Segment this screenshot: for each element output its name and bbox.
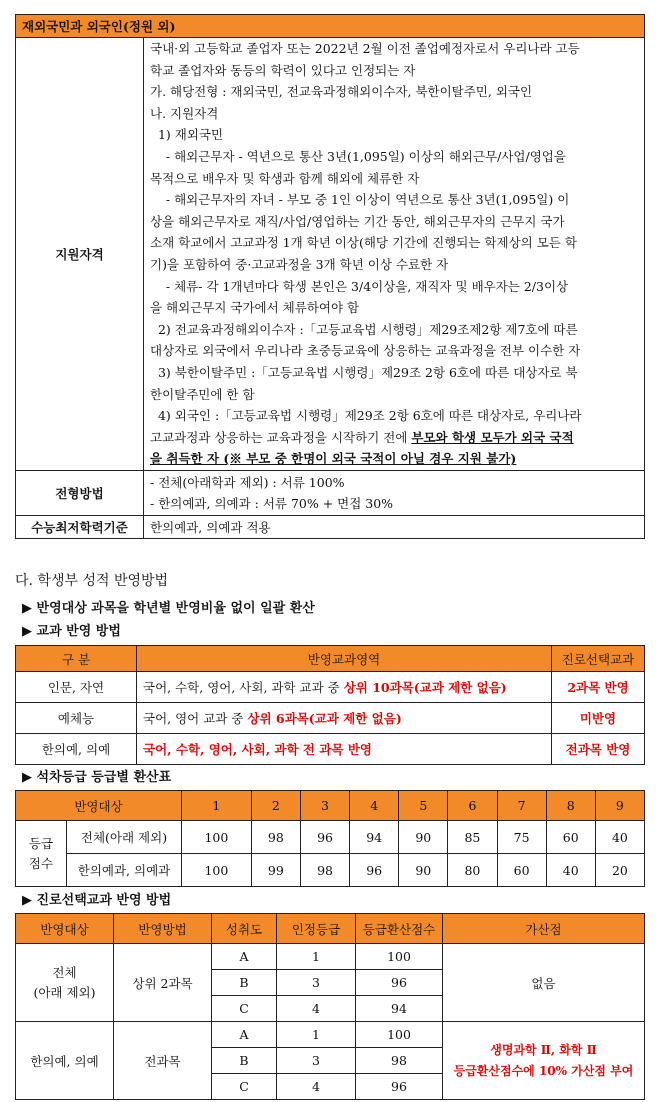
achievement-cell: C bbox=[212, 996, 277, 1022]
score-cell: 40 bbox=[546, 854, 595, 887]
qualification-line: 상을 해외근무자로 재직/사업/영업하는 기간 동안, 해외근무자의 근무지 국가 bbox=[150, 213, 565, 229]
score-cell: 96 bbox=[356, 970, 443, 996]
score-cell: 94 bbox=[350, 821, 399, 854]
career-cell: 전과목 반영 bbox=[552, 734, 645, 765]
achievement-cell: A bbox=[212, 1022, 277, 1048]
category-cell: 예체능 bbox=[16, 703, 137, 734]
side-label-line: 등급 bbox=[28, 835, 54, 851]
qualification-line: 1) 재외국민 bbox=[150, 127, 224, 143]
column-header: 반영교과영역 bbox=[137, 646, 552, 672]
subject-cell bbox=[137, 703, 552, 734]
admission-qualification-table bbox=[15, 14, 645, 539]
qualification-emphasis-final: 을 취득한 자 (※ 부모 중 한명이 외국 국적이 아닐 경우 지원 불가) bbox=[150, 451, 517, 467]
subject-highlight: 상위 6과목(교과 제한 없음) bbox=[247, 711, 402, 726]
score-cell: 60 bbox=[546, 821, 595, 854]
bonus-cell bbox=[443, 1022, 645, 1100]
score-cell: 100 bbox=[182, 854, 252, 887]
score-cell: 96 bbox=[356, 1074, 443, 1100]
grade-cell: 3 bbox=[277, 970, 356, 996]
side-label-line: 점수 bbox=[28, 855, 54, 871]
achievement-cell: B bbox=[212, 970, 277, 996]
column-header: 반영방법 bbox=[114, 914, 212, 944]
achievement-cell: A bbox=[212, 944, 277, 970]
score-cell: 75 bbox=[497, 821, 546, 854]
subject-text: 국어, 영어 교과 중 bbox=[143, 711, 248, 726]
column-header: 진로선택교과 bbox=[552, 646, 645, 672]
grade-cell: 4 bbox=[277, 996, 356, 1022]
achievement-cell: C bbox=[212, 1074, 277, 1100]
category-cell: 한의예, 의예 bbox=[16, 734, 137, 765]
grade-cell: 1 bbox=[277, 1022, 356, 1048]
score-cell: 98 bbox=[251, 821, 300, 854]
method-cell: 전과목 bbox=[114, 1022, 212, 1100]
table-row bbox=[16, 1022, 645, 1048]
method-line: - 한의예과, 의예과 : 서류 70% + 면접 30% bbox=[150, 495, 394, 511]
qualification-line: - 해외근무자의 자녀 - 부모 중 1인 이상이 역년으로 통산 3년(1,095일) 이 bbox=[150, 192, 570, 208]
bonus-line: 생명과학 Ⅱ, 화학 Ⅱ bbox=[490, 1042, 597, 1057]
column-header: 가산점 bbox=[443, 914, 645, 944]
qualification-line: - 해외근무자 - 역년으로 통산 3년(1,095일) 이상의 해외근무/사업/영업을 bbox=[150, 148, 566, 164]
bullet-item: ▶ 반영대상 과목을 학년별 반영비율 없이 일괄 환산 bbox=[22, 601, 315, 616]
grade-header: 1 bbox=[182, 791, 252, 821]
subject-cell bbox=[137, 672, 552, 703]
score-cell: 98 bbox=[300, 854, 349, 887]
column-header: 등급환산점수 bbox=[356, 914, 443, 944]
grade-cell: 1 bbox=[277, 944, 356, 970]
qualification-line: 국내·외 고등학교 졸업자 또는 2022년 2월 이전 졸업예정자로서 우리나라 고등 bbox=[150, 41, 580, 56]
grade-header: 4 bbox=[350, 791, 399, 821]
table-row bbox=[16, 734, 645, 765]
qualification-content bbox=[144, 38, 645, 471]
career-cell: 미반영 bbox=[552, 703, 645, 734]
bonus-line: 없음 bbox=[531, 975, 556, 991]
column-header: 반영대상 bbox=[16, 791, 182, 821]
score-cell: 85 bbox=[448, 821, 497, 854]
column-header: 성취도 bbox=[212, 914, 277, 944]
score-cell: 100 bbox=[182, 821, 252, 854]
qualification-line: 3) 북한이탈주민 :「고등교육법 시행령」제29조 2항 6호에 따른 대상자로 북 bbox=[150, 364, 578, 380]
subject-reflection-table bbox=[15, 645, 645, 765]
qualification-line: 기)을 포함하여 중·고교과정을 3개 학년 이상 수료한 자 bbox=[150, 256, 449, 272]
qualification-line: 학교 졸업자와 동등의 학력이 있다고 인정되는 자 bbox=[150, 62, 416, 78]
method-content bbox=[144, 470, 645, 515]
score-cell: 94 bbox=[356, 996, 443, 1022]
score-cell: 100 bbox=[356, 1022, 443, 1048]
method-cell: 상위 2과목 bbox=[114, 944, 212, 1022]
qualification-line: 2) 전교육과정해외이수자 :「고등교육법 시행령」제29조제2항 제7호에 따른 bbox=[150, 321, 578, 337]
csat-value: 한의예과, 의예과 적용 bbox=[144, 515, 645, 538]
row-label: 전체(아래 제외) bbox=[67, 821, 182, 854]
grade-header: 7 bbox=[497, 791, 546, 821]
target-line: (아래 제외) bbox=[33, 984, 96, 1000]
bullet-item: ▶ 진로선택교과 반영 방법 bbox=[22, 893, 172, 908]
bonus-line: 등급환산점수에 10% 가산점 부여 bbox=[453, 1063, 634, 1078]
score-cell: 20 bbox=[595, 854, 644, 887]
bullet-item: ▶ 교과 반영 방법 bbox=[22, 624, 121, 639]
bullet-item: ▶ 석차등급 등급별 환산표 bbox=[22, 770, 172, 785]
target-cell: 한의예, 의예 bbox=[16, 1022, 114, 1100]
subject-text: 국어, 수학, 영어, 사회, 과학 교과 중 bbox=[143, 680, 344, 695]
grade-header: 9 bbox=[595, 791, 644, 821]
qualification-line: 목적으로 배우자 및 학생과 함께 해외에 체류한 자 bbox=[150, 170, 420, 186]
qualification-line: 4) 외국인 :「고등교육법 시행령」제29조 2항 6호에 따른 대상자로, 우리나라 bbox=[150, 408, 582, 424]
achievement-cell: B bbox=[212, 1048, 277, 1074]
qualification-emphasis: 부모와 학생 모두가 외국 국적 bbox=[411, 429, 574, 445]
score-cell: 96 bbox=[300, 821, 349, 854]
score-cell: 98 bbox=[356, 1048, 443, 1074]
method-label: 전형방법 bbox=[16, 470, 144, 515]
subject-highlight: 국어, 수학, 영어, 사회, 과학 전 과목 반영 bbox=[143, 742, 372, 757]
row-label: 한의예과, 의예과 bbox=[67, 854, 182, 887]
score-cell: 80 bbox=[448, 854, 497, 887]
table-row bbox=[16, 944, 645, 970]
grade-header: 3 bbox=[300, 791, 349, 821]
qualification-line: 고교과정과 상응하는 교육과정을 시작하기 전에 bbox=[150, 429, 412, 445]
score-cell: 96 bbox=[350, 854, 399, 887]
score-cell: 90 bbox=[399, 854, 448, 887]
column-header: 구 분 bbox=[16, 646, 137, 672]
section-title: 다. 학생부 성적 반영방법 bbox=[15, 573, 169, 589]
table-row bbox=[16, 821, 645, 854]
qualification-line: 대상자로 외국에서 우리나라 초중등교육에 상응하는 교육과정을 전부 이수한 자 bbox=[150, 343, 581, 359]
table-header: 재외국민과 외국인(정원 외) bbox=[16, 15, 645, 38]
grade-header: 5 bbox=[399, 791, 448, 821]
column-header: 반영대상 bbox=[16, 914, 114, 944]
category-cell: 인문, 자연 bbox=[16, 672, 137, 703]
method-line: - 전체(아래학과 제외) : 서류 100% bbox=[150, 474, 345, 490]
table-row bbox=[16, 854, 645, 887]
score-cell: 99 bbox=[251, 854, 300, 887]
qualification-line: - 체류- 각 1개년마다 학생 본인은 3/4이상을, 재직자 및 배우자는 2/3이상 bbox=[150, 278, 569, 294]
subject-highlight: 상위 10과목(교과 제한 없음) bbox=[343, 680, 507, 695]
grade-header: 2 bbox=[251, 791, 300, 821]
score-cell: 90 bbox=[399, 821, 448, 854]
qualification-line: 가. 해당전형 : 재외국민, 전교육과정해외이수자, 북한이탈주민, 외국인 bbox=[150, 84, 533, 100]
qualification-line: 소재 학교에서 고교과정 1개 학년 이상(해당 기간에 진행되는 학제상의 모든 학 bbox=[150, 235, 577, 251]
score-cell: 60 bbox=[497, 854, 546, 887]
score-cell: 40 bbox=[595, 821, 644, 854]
grade-cell: 4 bbox=[277, 1074, 356, 1100]
table-row bbox=[16, 672, 645, 703]
subject-cell bbox=[137, 734, 552, 765]
career-cell: 2과목 반영 bbox=[552, 672, 645, 703]
qualification-line: 을 해외근무지 국가에서 체류하여야 함 bbox=[150, 300, 360, 316]
grade-header: 6 bbox=[448, 791, 497, 821]
target-line: 전체 bbox=[52, 964, 77, 980]
grade-cell: 3 bbox=[277, 1048, 356, 1074]
qualification-label: 지원자격 bbox=[16, 38, 144, 471]
qualification-line: 한이탈주민에 한 함 bbox=[150, 386, 255, 402]
bonus-cell bbox=[443, 944, 645, 1022]
grade-header: 8 bbox=[546, 791, 595, 821]
qualification-line: 나. 지원자격 bbox=[150, 105, 219, 121]
side-label bbox=[16, 821, 67, 887]
score-cell: 100 bbox=[356, 944, 443, 970]
target-cell bbox=[16, 944, 114, 1022]
grade-conversion-table bbox=[15, 790, 645, 887]
csat-label: 수능최저학력기준 bbox=[16, 515, 144, 538]
career-subject-table bbox=[15, 913, 645, 1100]
table-row bbox=[16, 703, 645, 734]
column-header: 인정등급 bbox=[277, 914, 356, 944]
